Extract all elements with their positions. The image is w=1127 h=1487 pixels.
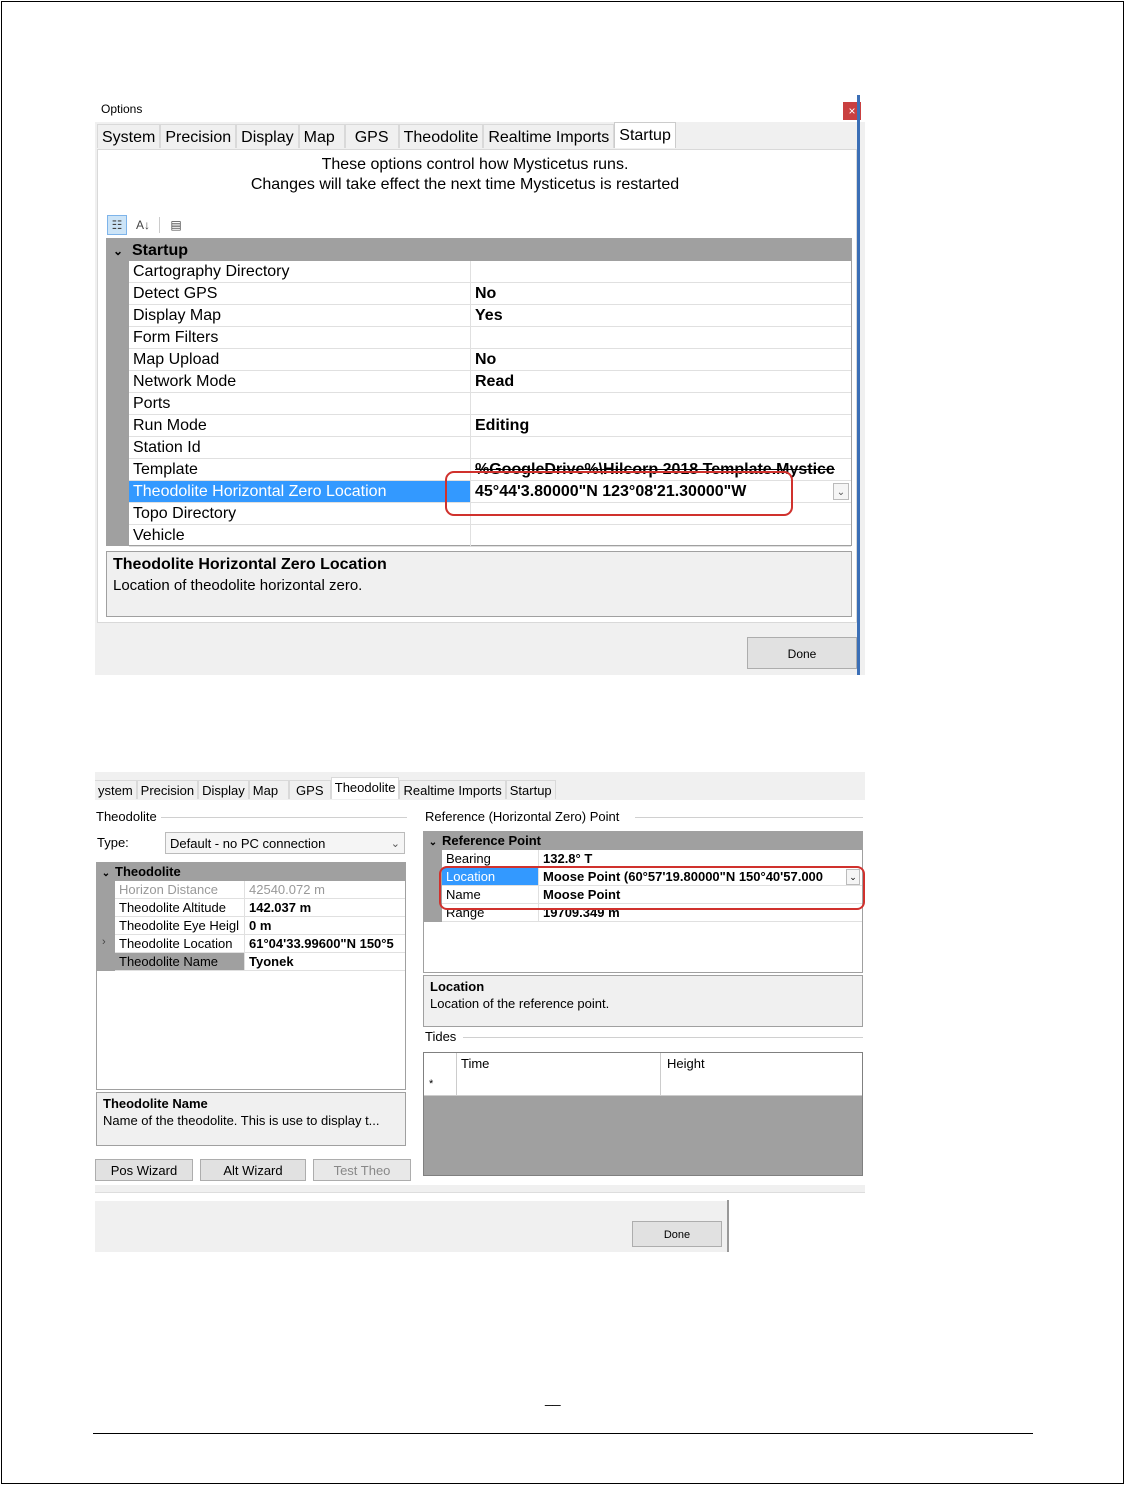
tab-gps[interactable]: GPS (345, 124, 399, 148)
tab-precision[interactable]: Precision (160, 124, 236, 148)
footer-rule (93, 1433, 1033, 1434)
tab-startup[interactable]: Startup (614, 122, 676, 148)
column-divider (660, 1074, 661, 1095)
description-text: Location of the reference point. (430, 996, 610, 1011)
prop-row-form-filters[interactable]: Form Filters (129, 327, 851, 349)
tab-theodolite[interactable]: Theodolite (399, 124, 484, 148)
blank-area (729, 1200, 865, 1252)
reference-location-input[interactable]: Moose Point (60°57'19.80000"N 150°40'57.000 (543, 869, 824, 884)
intro-line-2: Changes will take effect the next time Mysticetus is restarted (250, 176, 680, 193)
prop-row-detect-gps[interactable]: Detect GPS No (129, 283, 851, 305)
pos-wizard-button[interactable]: Pos Wizard (95, 1159, 193, 1181)
group-divider (635, 817, 863, 818)
prop-row-location[interactable]: Location Moose Point (60°57'19.80000"N 150°40'57.000 ⌄ (442, 868, 862, 886)
group-divider (161, 817, 407, 818)
alt-wizard-button[interactable]: Alt Wizard (200, 1159, 306, 1181)
page-number: __ (545, 1390, 561, 1406)
tab-system[interactable]: ystem (95, 780, 137, 799)
tab-system[interactable]: System (97, 124, 160, 148)
tab-realtime-imports[interactable]: Realtime Imports (399, 780, 505, 799)
tides-new-row[interactable] (424, 1074, 862, 1096)
chevron-down-icon[interactable]: ⌄ (112, 244, 124, 258)
prop-row-template[interactable]: Template %GoogleDrive%\Hilcorp 2018 Template.Mystice (129, 459, 851, 481)
test-theo-button[interactable]: Test Theo (313, 1159, 411, 1181)
description-title: Theodolite Horizontal Zero Location (113, 556, 387, 573)
new-row-marker: * (429, 1078, 434, 1090)
tides-header (424, 1053, 862, 1075)
tab-display[interactable]: Display (198, 780, 249, 799)
close-button[interactable]: × (843, 102, 861, 120)
category-theodolite[interactable]: ⌄ Theodolite (97, 863, 405, 881)
row-header-cell (424, 1053, 457, 1074)
description-title: Theodolite Name (103, 1096, 208, 1111)
prop-row-topo-directory[interactable]: Topo Directory (129, 503, 851, 525)
tides-grid (423, 1052, 863, 1176)
done-button[interactable]: Done (632, 1221, 722, 1247)
prop-row-theodolite-horizontal-zero-location[interactable]: Theodolite Horizontal Zero Location 45°44'3.80000"N 123°08'21.30000"W ⌄ (129, 481, 851, 503)
highlight-annotation (445, 471, 793, 516)
column-divider (660, 1053, 661, 1074)
tab-theodolite[interactable]: Theodolite (331, 777, 400, 799)
prop-row-display-map[interactable]: Display Map Yes (129, 305, 851, 327)
grid-gutter (97, 881, 115, 971)
chevron-right-icon[interactable]: › (102, 936, 106, 948)
options-tabs (97, 124, 676, 149)
prop-row-theodolite-altitude[interactable]: Theodolite Altitude 142.037 m (115, 899, 405, 917)
prop-row-station-id[interactable]: Station Id (129, 437, 851, 459)
prop-row-map-upload[interactable]: Map Upload No (129, 349, 851, 371)
tab-startup[interactable]: Startup (506, 780, 556, 799)
prop-row-horizon-distance[interactable]: Horizon Distance 42540.072 m (115, 881, 405, 899)
reference-group-label: Reference (Horizontal Zero) Point (425, 809, 620, 824)
toolbar-divider (159, 217, 160, 233)
tab-map[interactable]: Map (249, 780, 289, 799)
description-text: Location of theodolite horizontal zero. (113, 577, 363, 594)
property-grid-toolbar (107, 215, 186, 235)
prop-row-cartography-directory[interactable]: Cartography Directory (129, 261, 851, 283)
tab-precision[interactable]: Precision (137, 780, 198, 799)
prop-row-name[interactable]: Name Moose Point (442, 886, 862, 904)
prop-row-theodolite-eye-height[interactable]: Theodolite Eye Heigl 0 m (115, 917, 405, 935)
prop-row-ports[interactable]: Ports (129, 393, 851, 415)
done-button[interactable]: Done (747, 637, 857, 669)
chevron-down-icon[interactable]: ⌄ (846, 869, 860, 885)
theodolite-property-grid (96, 862, 406, 1090)
tab-map[interactable]: Map (299, 124, 345, 148)
tab-realtime-imports[interactable]: Realtime Imports (483, 124, 614, 148)
category-startup[interactable] (107, 239, 851, 261)
prop-row-theodolite-name[interactable]: Theodolite Name Tyonek (115, 953, 405, 971)
prop-row-run-mode[interactable]: Run Mode Editing (129, 415, 851, 437)
chevron-down-icon: ⌄ (390, 838, 400, 850)
group-divider (463, 1037, 863, 1038)
description-text: Name of the theodolite. This is use to display t... (103, 1113, 380, 1128)
tab-gps[interactable]: GPS (289, 780, 331, 799)
alphabetical-sort-icon[interactable]: A↓ (135, 218, 150, 232)
reference-description-panel (423, 975, 863, 1027)
chevron-down-icon[interactable]: ⌄ (101, 868, 111, 879)
location-value-input[interactable]: 45°44'3.80000"N 123°08'21.30000"W (475, 483, 747, 500)
window-edge (857, 95, 860, 675)
theodolite-group-label: Theodolite (96, 809, 157, 824)
type-select[interactable]: Default - no PC connection ⌄ (165, 832, 405, 854)
prop-row-theodolite-location[interactable]: Theodolite Location 61°04'33.99600"N 150°5 (115, 935, 405, 953)
tab-display[interactable]: Display (236, 124, 298, 148)
time-column-header[interactable]: Time (461, 1056, 490, 1071)
description-title: Location (430, 979, 485, 994)
column-divider (456, 1074, 457, 1095)
grid-gutter (107, 261, 129, 545)
title-bar (95, 95, 865, 122)
prop-row-range[interactable]: Range 19709.349 m (442, 904, 862, 922)
chevron-down-icon[interactable]: ⌄ (428, 837, 438, 848)
categorized-view-icon[interactable]: ☷ (107, 215, 127, 235)
chevron-down-icon[interactable]: ⌄ (833, 483, 849, 500)
height-column-header[interactable]: Height (667, 1056, 705, 1071)
prop-row-bearing[interactable]: Bearing 132.8° T (442, 850, 862, 868)
category-label: Startup (132, 242, 188, 259)
theodolite-description-panel (96, 1092, 406, 1146)
options-dialog (95, 95, 865, 675)
theodolite-tabs (95, 780, 556, 800)
dialog-title: Options (101, 102, 143, 116)
description-panel (106, 551, 852, 617)
property-pages-icon[interactable]: ▤ (170, 218, 182, 232)
intro-line-1: These options control how Mysticetus runs. (321, 156, 629, 173)
category-reference-point[interactable]: ⌄ Reference Point (424, 832, 862, 850)
theodolite-options-panel (95, 772, 865, 1252)
type-label: Type: (97, 835, 129, 850)
tides-group-label: Tides (425, 1029, 457, 1044)
prop-row-vehicle[interactable]: Vehicle (129, 525, 851, 547)
highlight-annotation (439, 866, 865, 910)
prop-row-network-mode[interactable]: Network Mode Read (129, 371, 851, 393)
